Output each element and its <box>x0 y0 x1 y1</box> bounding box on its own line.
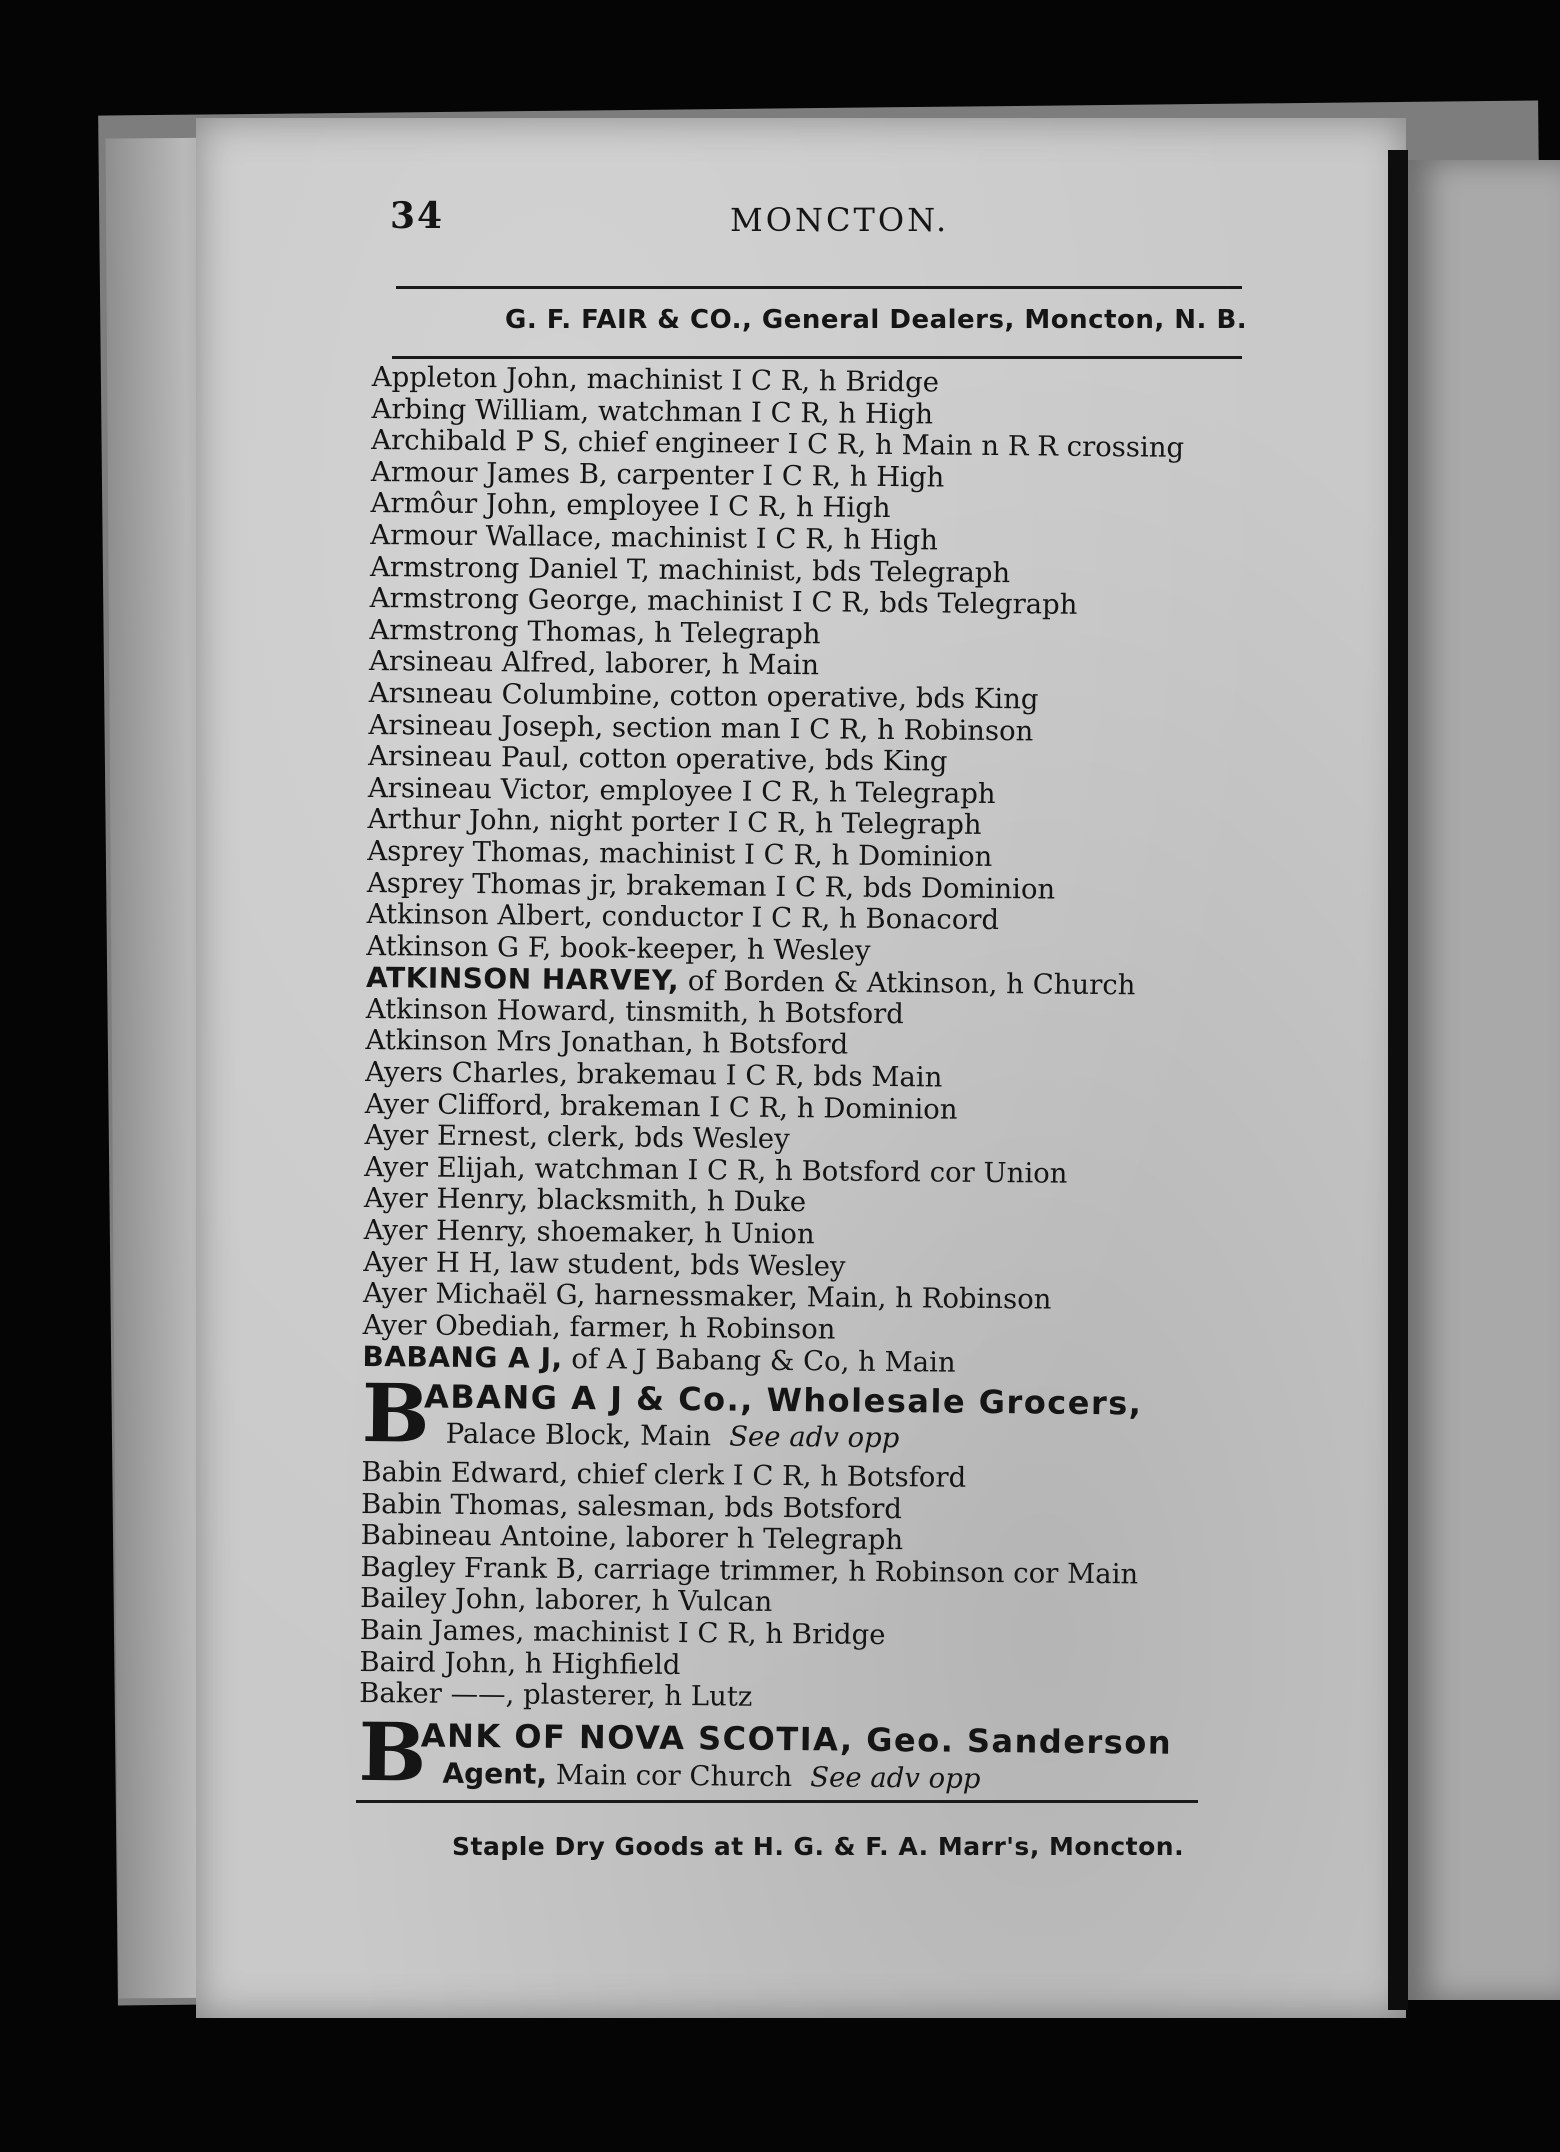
directory-entry: Asprey Thomas jr, brakeman I C R, bds Dominion <box>366 866 1056 906</box>
directory-entries <box>358 362 1332 1805</box>
directory-entry: Arsıneau Columbine, cotton operative, bds King <box>368 676 1039 716</box>
directory-entry: Ayer Clifford, brakeman I C R, h Dominion <box>364 1087 958 1126</box>
directory-entry: Ayer Obediah, farmer, h Robinson <box>362 1308 836 1346</box>
bottom-banner: Staple Dry Goods at H. G. & F. A. Marr's, Moncton. <box>452 1832 1185 1861</box>
directory-entry: Ayer H H, law student, bds Wesley <box>363 1245 846 1283</box>
top-banner: G. F. FAIR & CO., General Dealers, Moncton, N. B. <box>505 305 1248 335</box>
directory-entry: Armôur John, employee I C R, h High <box>370 487 891 525</box>
directory-entry: Arsineau Paul, cotton operative, bds King <box>368 740 948 778</box>
directory-entry: Atkinson Howard, tinsmith, h Botsford <box>365 992 904 1031</box>
directory-entry: Arthur John, night porter I C R, h Telegraph <box>367 803 982 842</box>
directory-entry: Armstrong George, machinist I C R, bds Telegraph <box>369 582 1078 621</box>
entry-list-b <box>363 994 1326 1351</box>
ad-line1: ANK OF NOVA SCOTIA, Geo. Sanderson <box>420 1716 1173 1762</box>
ad-see-adv: See adv opp <box>810 1761 981 1795</box>
ad-babang <box>361 1365 1323 1464</box>
ad-dropcap: B <box>361 1365 430 1461</box>
entry-name-bold: BABANG A J, <box>362 1340 563 1376</box>
ad-line1: ABANG A J & Co., Wholesale Grocers, <box>423 1377 1143 1423</box>
directory-entry: Armour James B, carpenter I C R, h High <box>370 455 945 494</box>
ad-address: Main cor Church <box>546 1758 793 1793</box>
directory-entry: Baird John, h Highfield <box>359 1645 681 1681</box>
entry-name-bold: ATKINSON HARVEY, <box>365 961 680 998</box>
entry-list-c <box>359 1457 1321 1719</box>
ad-line2 <box>442 1756 980 1794</box>
directory-entry: Atkinson Mrs Jonathan, h Botsford <box>365 1024 849 1062</box>
directory-entry: Atkinson G F, book-keeper, h Wesley <box>366 929 871 967</box>
directory-entry: Babineau Antoine, laborer h Telegraph <box>360 1519 904 1557</box>
directory-entry: Appleton John, machinist I C R, h Bridge <box>371 361 940 399</box>
page-header <box>390 195 1240 255</box>
ad-agent-bold: Agent, <box>442 1756 548 1791</box>
ad-line2 <box>446 1418 900 1454</box>
directory-entry: Babin Edward, chief clerk I C R, h Botsford <box>361 1455 967 1494</box>
page-number: 34 <box>390 195 445 237</box>
ad-address: Palace Block, Main <box>445 1417 712 1453</box>
ad-see-adv: See adv opp <box>729 1420 900 1455</box>
directory-entry: Babin Thomas, salesman, bds Botsford <box>360 1487 903 1525</box>
directory-entry: Ayer Henry, blacksmith, h Duke <box>363 1182 807 1219</box>
directory-entry: Bailey John, laborer, h Vulcan <box>359 1582 773 1619</box>
facing-page-edge <box>1408 160 1560 2000</box>
footer-rule <box>356 1800 1198 1803</box>
directory-entry: Arsineau Joseph, section man I C R, h Robinson <box>368 708 1034 747</box>
directory-entry: Ayer Henry, shoemaker, h Union <box>363 1213 815 1251</box>
directory-entry: Ayers Charles, brakemau I C R, bds Main <box>365 1056 943 1094</box>
book-gutter <box>1388 150 1408 2010</box>
directory-entry: Bain James, machinist I C R, h Bridge <box>359 1613 886 1651</box>
entry-rest: of Borden & Atkinson, h Church <box>678 965 1136 1002</box>
banner-rule <box>392 356 1242 359</box>
directory-entry: Arsineau Alfred, laborer, h Main <box>368 645 820 682</box>
directory-entry: Asprey Thomas, machinist I C R, h Dominion <box>367 834 993 873</box>
directory-entry: Ayer Michaël G, harnessmaker, Main, h Robinson <box>362 1277 1052 1316</box>
directory-entry: Baker ——, plasterer, h Lutz <box>359 1677 753 1713</box>
ad-dropcap: B <box>358 1704 427 1800</box>
header-rule <box>396 286 1242 289</box>
directory-entry: Ayer Elijah, watchman I C R, h Botsford cor Union <box>364 1150 1068 1190</box>
directory-entry: Atkinson Albert, conductor I C R, h Bonacord <box>366 898 1000 937</box>
directory-entry: Armour Wallace, machinist I C R, h High <box>370 518 939 557</box>
directory-entry: Arsineau Victor, employee I C R, h Telegraph <box>367 771 996 810</box>
directory-entry: Armstrong Daniel T, machinist, bds Telegraph <box>369 550 1011 589</box>
ad-bank <box>358 1704 1319 1803</box>
directory-entry: Ayer Ernest, clerk, bds Wesley <box>364 1119 790 1156</box>
running-head: MONCTON. <box>730 201 950 239</box>
directory-entry: Arbing William, watchman I C R, h High <box>371 392 934 430</box>
directory-entry: Armstrong Thomas, h Telegraph <box>369 613 821 651</box>
entry-list-a <box>366 362 1332 971</box>
directory-entry: Bagley Frank B, carriage trimmer, h Robinson cor Main <box>360 1550 1139 1591</box>
entry-rest: of A J Babang & Co, h Main <box>562 1343 956 1380</box>
directory-entry: Archibald P S, chief engineer I C R, h Main n R R crossing <box>371 424 1185 464</box>
